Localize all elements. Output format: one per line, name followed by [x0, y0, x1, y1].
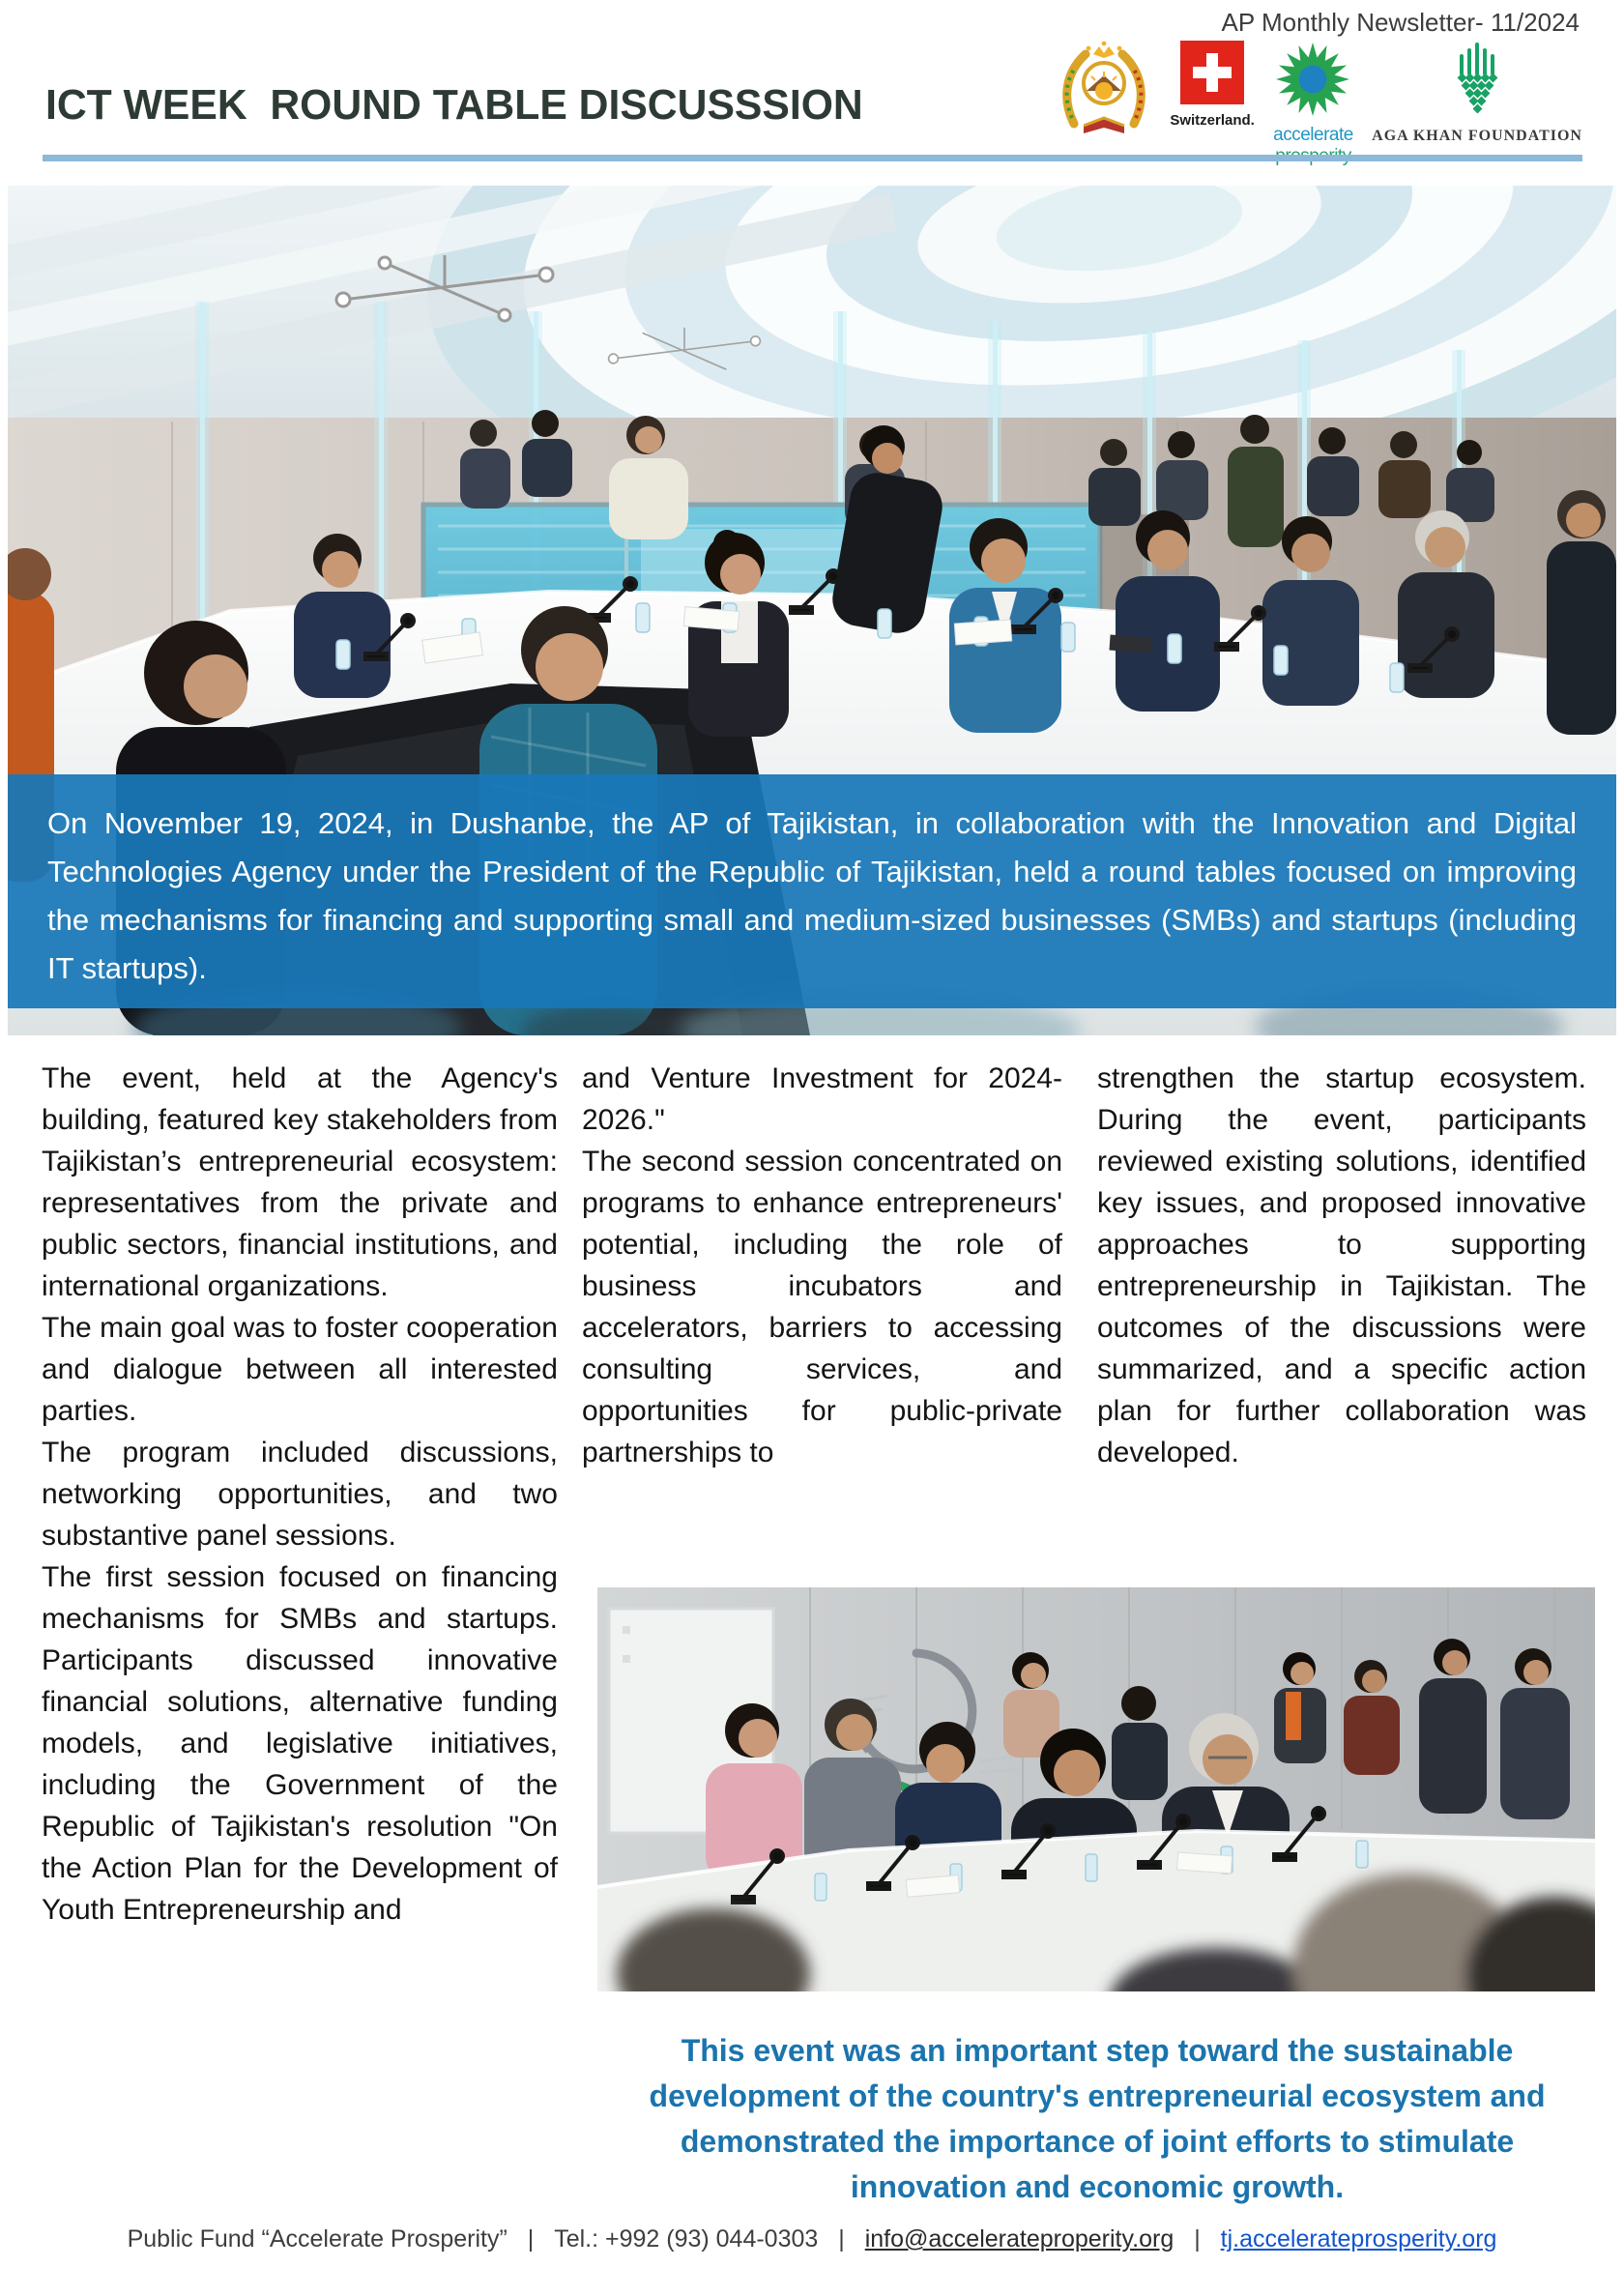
paragraph: strengthen the startup ecosystem. During the event, participants reviewed existing solutions, identified key issues, and proposed innovative approaches to supporting entrepreneurship in Tajikistan. The outcomes of the discussions were summarized, and a specific action plan for further collaboration was developed.	[1097, 1062, 1586, 1468]
panel-session-illustration	[597, 1587, 1595, 1991]
aga-khan-tree-icon	[1443, 41, 1511, 119]
footer-email-link[interactable]: info@accelerateproperity.org	[864, 2225, 1174, 2252]
newsletter-issue-label: AP Monthly Newsletter- 11/2024	[1221, 8, 1580, 37]
page-title: ICT WEEK ROUND TABLE DISCUSSSION	[45, 81, 863, 129]
footer-divider: |	[527, 2225, 535, 2252]
aga-khan-foundation-logo	[1372, 41, 1582, 145]
swiss-flag-icon	[1180, 41, 1244, 109]
conference-room-photo	[8, 186, 1616, 1035]
footer-org: Public Fund “Accelerate Prosperity”	[127, 2225, 508, 2252]
paragraph: The program included discussions, networking opportunities, and two substantive panel sessions.	[42, 1437, 558, 1552]
highlight-statement: This event was an important step toward the sustainable development of the country's entrepreneurial ecosystem and demonstrated the importance of joint efforts to stimulate innovation and economic growth.	[649, 2033, 1546, 2204]
paragraph: The main goal was to foster cooperation and dialogue between all interested parties.	[42, 1312, 558, 1427]
accelerate-prosperity-icon	[1274, 41, 1351, 123]
switzerland-logo	[1170, 41, 1255, 129]
footer-divider: |	[1194, 2225, 1201, 2252]
aga-khan-label: AGA KHAN FOUNDATION	[1372, 128, 1582, 144]
photo-caption-band: On November 19, 2024, in Dushanbe, the AP of Tajikistan, in collaboration with the Innovation and Digital Technologies Agency under the President of the Republic of Tajikistan, held a round tables focused on improving the mechanisms for financing and supporting small and medium-sized businesses (SMBs) and startups (including IT startups).	[8, 774, 1616, 1008]
tajikistan-emblem-logo	[1057, 41, 1151, 146]
paragraph: and Venture Investment for 2024-2026."	[582, 1062, 1062, 1136]
article-column-2	[582, 1058, 1062, 1473]
tajikistan-emblem-icon	[1057, 41, 1151, 146]
panel-session-photo	[597, 1587, 1595, 1991]
paragraph: The first session focused on financing mechanisms for SMBs and startups. Participants discussed innovative financial solutions, alternative funding models, and legislative initiatives, including the Government of the Republic of Tajikistan's resolution "On the Action Plan for the Development of Youth Entrepreneurship and	[42, 1561, 558, 1926]
header-divider-rule	[43, 155, 1582, 161]
article-column-3	[1097, 1058, 1586, 1473]
partner-logos	[1057, 41, 1582, 165]
footer-tel: Tel.: +992 (93) 044-0303	[554, 2225, 819, 2252]
accelerate-prosperity-logo	[1273, 41, 1353, 165]
footer-website-link[interactable]: tj.accelerateprosperity.org	[1220, 2225, 1497, 2252]
footer-divider: |	[838, 2225, 845, 2252]
switzerland-label: Switzerland.	[1170, 112, 1255, 129]
paragraph: The second session concentrated on programs to enhance entrepreneurs' potential, including the role of business incubators and accelerators, barriers to accessing consulting services, and opportunities for public-private partnerships to	[582, 1146, 1062, 1468]
accelerate-word: accelerate	[1273, 125, 1353, 145]
paragraph: The event, held at the Agency's building, featured key stakeholders from Tajikistan’s entrepreneurial ecosystem: representatives from the private and public sectors, financial institutions, and international organizations.	[42, 1062, 558, 1302]
page-footer	[0, 2225, 1624, 2253]
article-column-1	[42, 1058, 558, 1931]
